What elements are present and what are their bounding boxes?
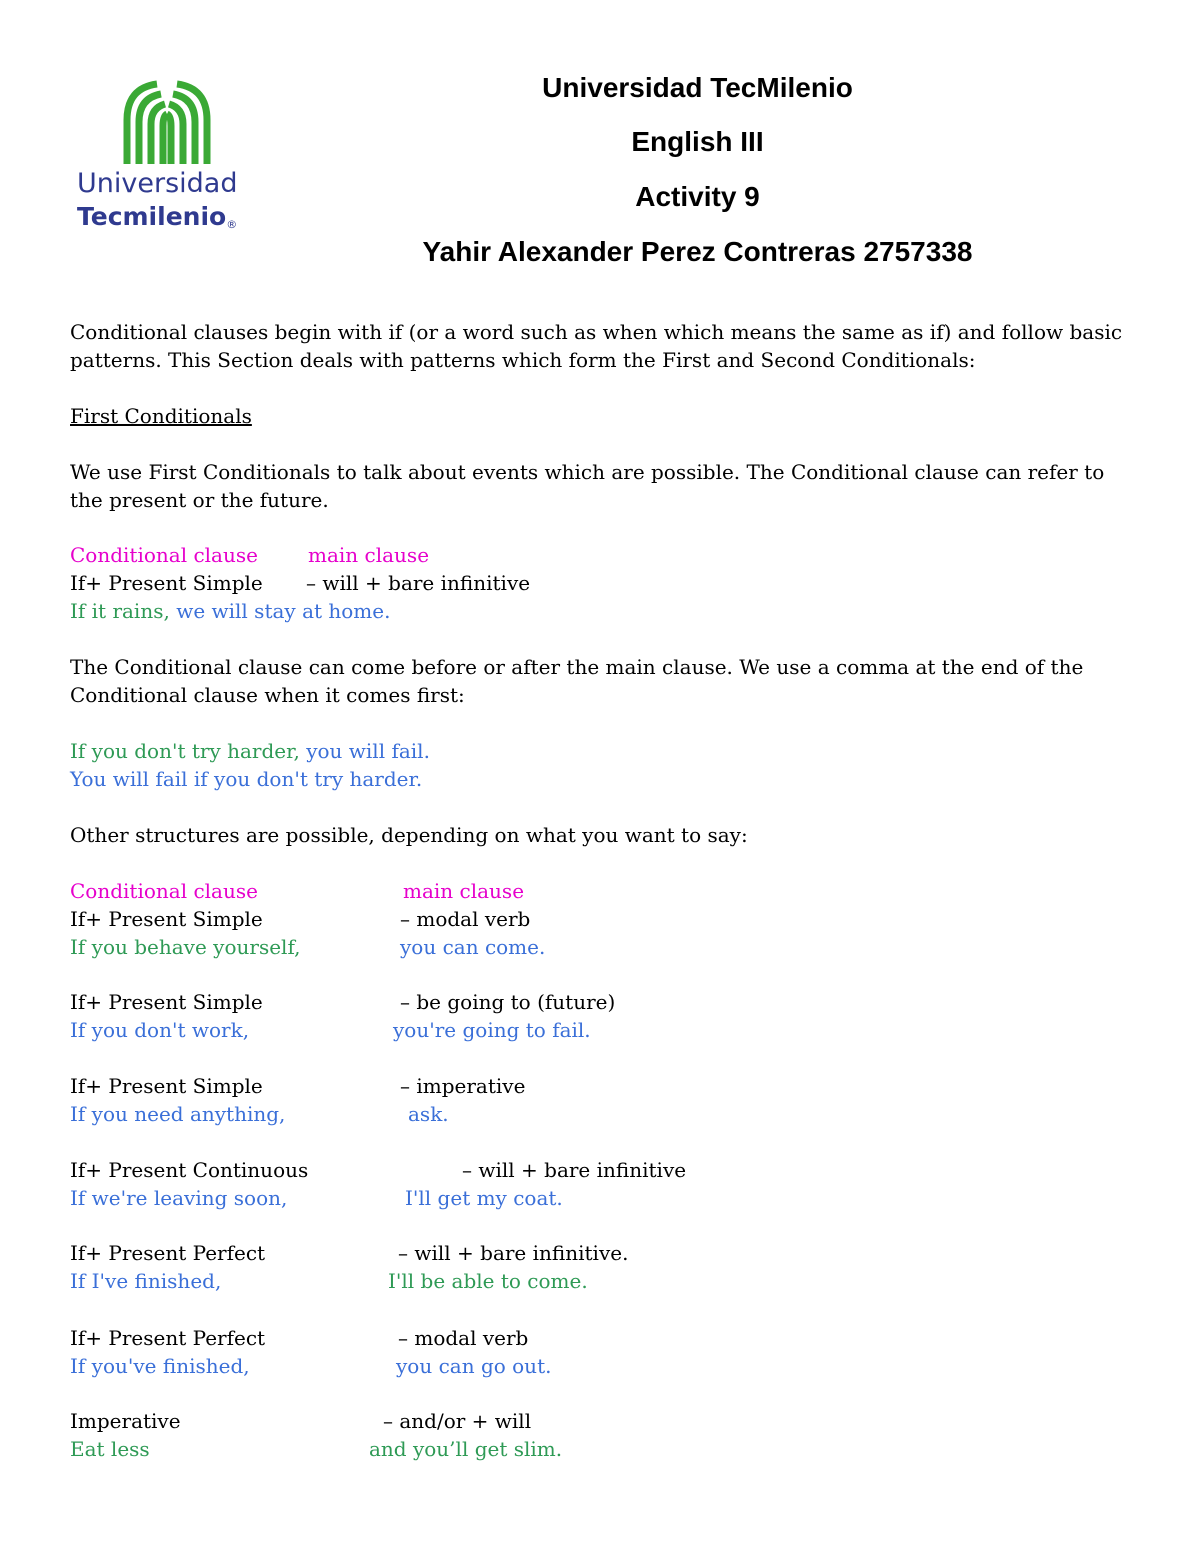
- structure-example-left: If you don't work,: [70, 1018, 250, 1042]
- university-title: Universidad TecMilenio: [542, 72, 853, 103]
- structure-example-left: If we're leaving soon,: [70, 1186, 288, 1210]
- structure-example-right: ask.: [408, 1102, 449, 1126]
- structure-example-left: If you behave yourself,: [70, 935, 301, 959]
- structure-form-left: If+ Present Continuous: [70, 1158, 309, 1182]
- order-example-2: You will fail if you don't try harder.: [70, 767, 423, 791]
- structures-main-heading: main clause: [403, 879, 525, 903]
- structure-form-left: Imperative: [70, 1409, 181, 1433]
- first-conditional-description: We use First Conditionals to talk about events which are possible. The Conditional clause can refer to the present or the future.: [70, 460, 1105, 512]
- structures-conditional-heading: Conditional clause: [70, 879, 258, 903]
- activity-title: Activity 9: [635, 181, 760, 212]
- structure-example-left: If you need anything,: [70, 1102, 286, 1126]
- main-clause-heading: main clause: [308, 543, 430, 567]
- structure-form-left: If+ Present Simple: [70, 1074, 263, 1098]
- pattern-form-right: – will + bare infinitive: [306, 571, 531, 595]
- structure-form-left: If+ Present Simple: [70, 907, 263, 931]
- structure-example-right: I'll be able to come.: [388, 1269, 588, 1293]
- logo-wordmark-line1: Universidad: [77, 168, 238, 199]
- clause-order-description: The Conditional clause can come before or after the main clause. We use a comma at the end of the Conditional clause when it comes first:: [70, 655, 1084, 707]
- pattern-form-left: If+ Present Simple: [70, 571, 263, 595]
- structure-example-right: and you’ll get slim.: [369, 1437, 563, 1461]
- order-example-1: If you don't try harder, you will fail.: [70, 739, 430, 763]
- structure-example-right: you can come.: [400, 935, 546, 959]
- structure-example-right: I'll get my coat.: [405, 1186, 563, 1210]
- intro-paragraph: Conditional clauses begin with if (or a word such as when which means the same as if) and follow basic patterns. This Section deals with patterns which form the First and Second Conditionals:: [70, 320, 1123, 372]
- structure-form-left: If+ Present Perfect: [70, 1326, 266, 1350]
- structure-example-right: you're going to fail.: [393, 1018, 591, 1042]
- structure-example-left: Eat less: [70, 1437, 150, 1461]
- logo-wordmark-line2: Tecmilenio®: [77, 202, 238, 231]
- structure-form-left: If+ Present Simple: [70, 990, 263, 1014]
- structure-example-left: If you've finished,: [70, 1354, 250, 1378]
- structure-form-right: – will + bare infinitive: [462, 1158, 687, 1182]
- other-structures-description: Other structures are possible, depending on what you want to say:: [70, 823, 748, 847]
- structure-form-right: – modal verb: [400, 907, 531, 931]
- university-logo: [75, 80, 250, 235]
- tecmilenio-arches-icon: [117, 80, 217, 164]
- structure-form-right: – will + bare infinitive.: [398, 1241, 629, 1265]
- section-title: First Conditionals: [70, 404, 252, 428]
- pattern-example: If it rains, we will stay at home.: [70, 599, 391, 623]
- student-name: Yahir Alexander Perez Contreras 2757338: [422, 236, 973, 267]
- conditional-clause-heading: Conditional clause: [70, 543, 258, 567]
- structure-example-right: you can go out.: [396, 1354, 552, 1378]
- structure-form-right: – be going to (future): [400, 990, 616, 1014]
- structure-form-right: – modal verb: [398, 1326, 529, 1350]
- structure-form-right: – and/or + will: [383, 1409, 532, 1433]
- course-title: English III: [631, 126, 764, 157]
- structure-form-right: – imperative: [400, 1074, 526, 1098]
- structure-form-left: If+ Present Perfect: [70, 1241, 266, 1265]
- structure-example-left: If I've finished,: [70, 1269, 222, 1293]
